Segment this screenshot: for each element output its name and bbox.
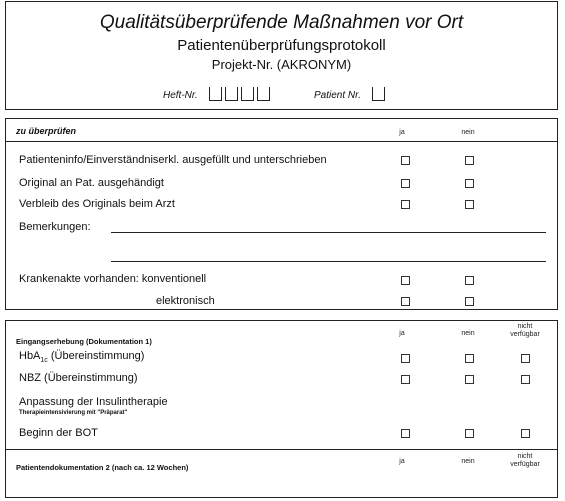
column-header-nein: nein <box>461 129 475 136</box>
records-label: Krankenakte vorhanden: konventionell <box>19 273 207 285</box>
heft-digit-box[interactable] <box>225 87 238 101</box>
checkbox-nein[interactable] <box>465 276 474 285</box>
remarks-line[interactable] <box>111 232 546 233</box>
heft-digit-box[interactable] <box>257 87 270 101</box>
column-header-not-available: nicht verfügbar <box>510 323 540 338</box>
insulin-therapy-label: Anpassung der Insulintherapie <box>19 396 168 408</box>
records-electronic-label: elektronisch <box>156 295 215 307</box>
column-header-not-available: nicht verfügbar <box>510 453 540 468</box>
bot-label: Beginn der BOT <box>19 427 98 439</box>
checkbox-nein[interactable] <box>465 354 474 363</box>
checkbox-ja[interactable] <box>401 200 410 209</box>
checkbox-ja[interactable] <box>401 156 410 165</box>
hba1c-label <box>19 350 144 364</box>
hba1c-main: HbA <box>19 350 41 362</box>
section-heading: zu überprüfen <box>16 126 76 136</box>
patient-number-field <box>314 87 388 101</box>
checkbox-not-available[interactable] <box>521 375 530 384</box>
column-header-nein: nein <box>461 330 475 337</box>
remarks-label: Bemerkungen: <box>19 221 91 233</box>
checkbox-nein[interactable] <box>465 375 474 384</box>
checkbox-ja[interactable] <box>401 297 410 306</box>
form-subtitle: Patientenüberprüfungsprotokoll <box>177 37 386 54</box>
hba1c-rest: (Übereinstimmung) <box>47 350 145 362</box>
heft-digit-box[interactable] <box>241 87 254 101</box>
checkbox-nein[interactable] <box>465 200 474 209</box>
checkbox-ja[interactable] <box>401 179 410 188</box>
remarks-line[interactable] <box>111 261 546 262</box>
check-item-label: Patienteninfo/Einverständniserkl. ausgefüllt und unterschrieben <box>19 154 327 166</box>
insulin-therapy-sublabel: Therapieintensivierung mit "Präparat" <box>19 410 128 416</box>
project-number: Projekt-Nr. (AKRONYM) <box>211 57 352 72</box>
heft-number-field <box>163 87 273 101</box>
header-box <box>5 1 558 110</box>
checkbox-ja[interactable] <box>401 276 410 285</box>
checkbox-ja[interactable] <box>401 429 410 438</box>
check-section <box>5 118 558 310</box>
section-heading: Eingangserhebung (Dokumentation 1) <box>16 337 152 346</box>
checkbox-not-available[interactable] <box>521 429 530 438</box>
heft-number-label: Heft-Nr. <box>163 90 198 101</box>
checkbox-ja[interactable] <box>401 354 410 363</box>
intake-section <box>5 320 558 498</box>
checkbox-nein[interactable] <box>465 179 474 188</box>
column-header-ja: ja <box>399 129 405 136</box>
checkbox-not-available[interactable] <box>521 354 530 363</box>
patient-digit-box[interactable] <box>372 87 385 101</box>
followup-heading: Patientendokumentation 2 (nach ca. 12 Wochen) <box>16 463 189 472</box>
hba1c-sub: 1c <box>40 357 48 365</box>
column-header-nein: nein <box>461 458 475 465</box>
heft-digit-box[interactable] <box>209 87 222 101</box>
column-header-ja: ja <box>399 330 405 337</box>
form-title: Qualitätsüberprüfende Maßnahmen vor Ort <box>99 12 464 33</box>
checkbox-nein[interactable] <box>465 429 474 438</box>
check-item-label: Verbleib des Originals beim Arzt <box>19 198 175 210</box>
column-header-ja: ja <box>399 458 405 465</box>
nbz-label: NBZ (Übereinstimmung) <box>19 372 138 384</box>
checkbox-nein[interactable] <box>465 156 474 165</box>
check-item-label: Original an Pat. ausgehändigt <box>19 177 164 189</box>
patient-number-label: Patient Nr. <box>314 90 361 101</box>
checkbox-nein[interactable] <box>465 297 474 306</box>
checkbox-ja[interactable] <box>401 375 410 384</box>
